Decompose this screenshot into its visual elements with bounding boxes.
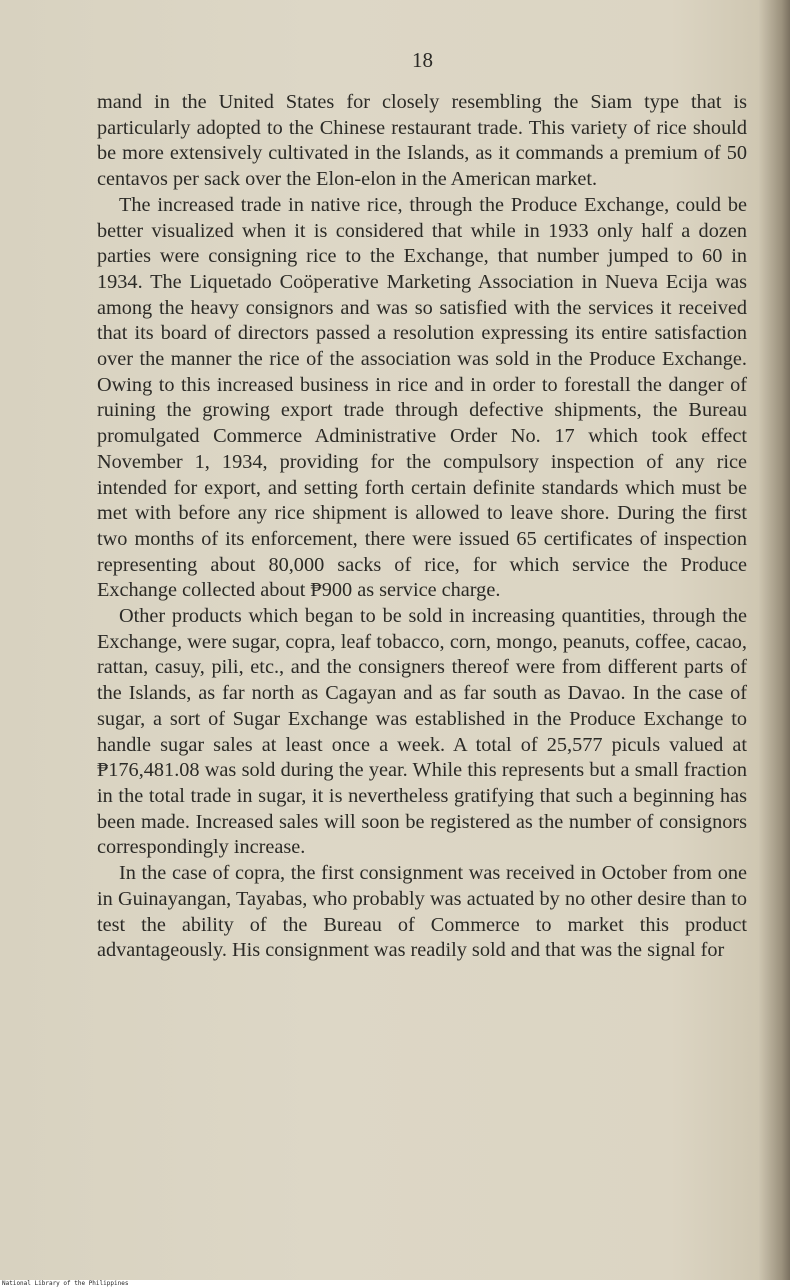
paragraph-copra: In the case of copra, the first consignment was received in October from one in Guinayangan, Tayabas, who probably was actuated by no other desire than to test the ability of the Bureau of Commerce to market this product advantageously. His consignment was readily sold and that was the signal for bbox=[97, 862, 747, 962]
page-number: 18 bbox=[412, 48, 433, 72]
paragraph-continuation: mand in the United States for closely resembling the Siam type that is particularly adopted to the Chinese restaurant trade. This variety of rice should be more extensively cultivated in the Islands, as it commands a premium of 50 centavos per sack over the Elon-elon in the American market. bbox=[97, 91, 747, 191]
library-credit: National Library of the Philippines bbox=[0, 1280, 790, 1288]
paragraph-other-products: Other products which began to be sold in increasing quantities, through the Exchange, were sugar, copra, leaf tobacco, corn, mongo, peanuts, coffee, cacao, rattan, casuy, pili, etc., and the consigners thereof were from different parts of the Islands, as far north as Cagayan and as far south as Davao. In the case of sugar, a sort of Sugar Exchange was established in the Produce Exchange to handle sugar sales at least once a week. A total of 25,577 piculs valued at ₱176,481.08 was sold during the year. While this represents but a small fraction in the total trade in sugar, it is nevertheless gratifying that such a beginning has been made. Increased sales will soon be registered as the number of consignors correspondingly increase. bbox=[97, 605, 747, 859]
body-text bbox=[97, 90, 747, 964]
paragraph-native-rice: The increased trade in native rice, through the Produce Exchange, could be better visualized when it is considered that while in 1933 only half a dozen parties were consigning rice to the Exchange, that number jumped to 60 in 1934. The Liquetado Coöperative Marketing Association in Nueva Ecija was among the heavy consignors and was so satisfied with the services it received that its board of directors passed a resolution expressing its entire satisfaction over the manner the rice of the association was sold in the Produce Exchange. Owing to this increased business in rice and in order to forestall the danger of ruining the growing export trade through defective shipments, the Bureau promulgated Commerce Administrative Order No. 17 which took effect November 1, 1934, providing for the compulsory inspection of any rice intended for export, and setting forth certain definite standards which must be met with before any rice shipment is allowed to leave shore. During the first two months of its enforcement, there were issued 65 certificates of inspection representing about 80,000 sacks of rice, for which service the Produce Exchange collected about ₱900 as service charge. bbox=[97, 193, 747, 602]
